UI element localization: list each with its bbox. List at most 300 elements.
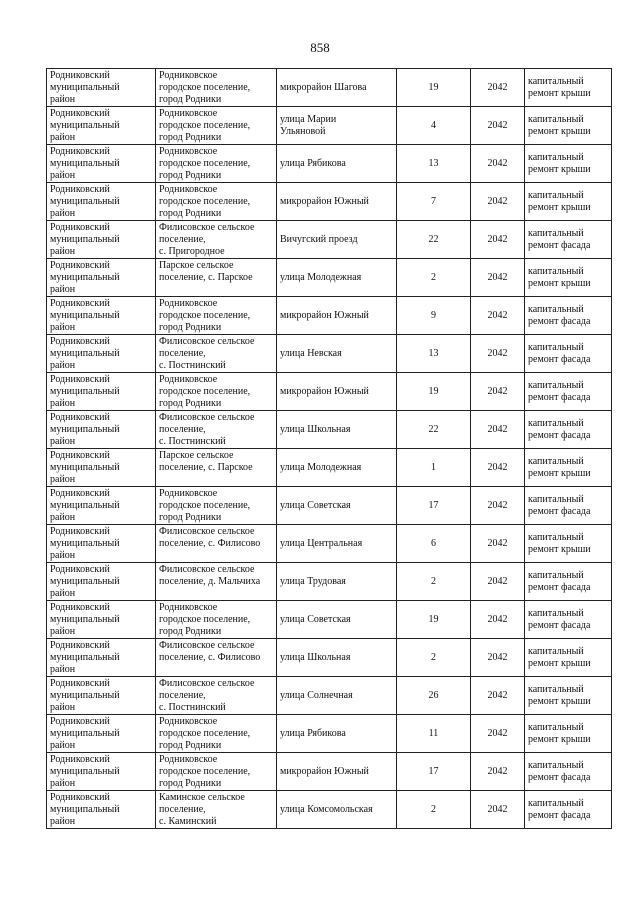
work-type-cell [525, 753, 612, 791]
settlement-line: Родниковское [159, 488, 218, 499]
district-line: Родниковский [50, 602, 110, 613]
year-cell: 2042 [471, 69, 525, 107]
house-number-cell: 19 [397, 601, 471, 639]
settlement-cell [156, 715, 277, 753]
year-cell: 2042 [471, 107, 525, 145]
district-line: муниципальный [50, 576, 120, 587]
work-line: капитальный [528, 494, 584, 505]
settlement-line: городское поселение, [159, 728, 251, 739]
district-line: Родниковский [50, 716, 110, 727]
work-line: капитальный [528, 304, 584, 315]
settlement-line: Родниковское [159, 298, 218, 309]
work-line: капитальный [528, 646, 584, 657]
district-line: муниципальный [50, 462, 120, 473]
settlement-line: город Родники [159, 626, 222, 637]
district-line: Родниковский [50, 412, 110, 423]
district-line: муниципальный [50, 766, 120, 777]
settlement-line: городское поселение, [159, 766, 251, 777]
street-line: Вичугский проезд [280, 234, 358, 245]
work-type-cell [525, 145, 612, 183]
year-cell: 2042 [471, 753, 525, 791]
street-cell [277, 69, 397, 107]
district-line: муниципальный [50, 310, 120, 321]
page-number: 858 [310, 40, 330, 55]
district-cell [47, 563, 156, 601]
work-line: капитальный [528, 532, 584, 543]
street-cell [277, 563, 397, 601]
year-cell: 2042 [471, 677, 525, 715]
settlement-line: город Родники [159, 208, 222, 219]
district-line: муниципальный [50, 690, 120, 701]
table-row [47, 715, 612, 753]
settlement-line: поселение, с. Филисово [159, 652, 261, 663]
settlement-line: Родниковское [159, 602, 218, 613]
year-cell: 2042 [471, 411, 525, 449]
work-line: ремонт фасада [528, 810, 591, 821]
district-cell [47, 715, 156, 753]
district-line: муниципальный [50, 234, 120, 245]
street-line: микрорайон Южный [280, 386, 369, 397]
settlement-line: городское поселение, [159, 310, 251, 321]
settlement-cell [156, 145, 277, 183]
street-cell [277, 601, 397, 639]
work-line: капитальный [528, 380, 584, 391]
settlement-line: Родниковское [159, 108, 218, 119]
table-row [47, 601, 612, 639]
housing-repair-table [46, 68, 612, 829]
table-row [47, 183, 612, 221]
district-cell [47, 145, 156, 183]
district-line: район [50, 322, 76, 333]
house-number-cell: 13 [397, 145, 471, 183]
district-line: район [50, 246, 76, 257]
district-line: муниципальный [50, 158, 120, 169]
district-line: муниципальный [50, 386, 120, 397]
district-line: муниципальный [50, 614, 120, 625]
district-line: район [50, 588, 76, 599]
street-cell [277, 221, 397, 259]
table-row [47, 753, 612, 791]
settlement-line: городское поселение, [159, 82, 251, 93]
settlement-cell [156, 449, 277, 487]
work-line: капитальный [528, 722, 584, 733]
district-cell [47, 411, 156, 449]
year-cell: 2042 [471, 297, 525, 335]
work-line: капитальный [528, 228, 584, 239]
settlement-line: Филисовское сельское [159, 526, 255, 537]
district-line: Родниковский [50, 184, 110, 195]
work-line: ремонт фасада [528, 392, 591, 403]
work-line: ремонт крыши [528, 658, 591, 669]
settlement-line: поселение, [159, 234, 206, 245]
work-line: ремонт крыши [528, 126, 591, 137]
district-line: Родниковский [50, 298, 110, 309]
district-line: Родниковский [50, 146, 110, 157]
settlement-line: город Родники [159, 322, 222, 333]
settlement-line: с. Постнинский [159, 360, 226, 371]
street-line: улица Советская [280, 500, 351, 511]
district-line: муниципальный [50, 424, 120, 435]
street-cell [277, 525, 397, 563]
district-cell [47, 335, 156, 373]
district-line: район [50, 816, 76, 827]
street-line: улица Молодежная [280, 272, 362, 283]
district-line: район [50, 398, 76, 409]
work-type-cell [525, 183, 612, 221]
year-cell: 2042 [471, 487, 525, 525]
house-number-cell: 22 [397, 411, 471, 449]
work-line: капитальный [528, 760, 584, 771]
settlement-line: городское поселение, [159, 196, 251, 207]
work-line: ремонт крыши [528, 734, 591, 745]
year-cell: 2042 [471, 563, 525, 601]
settlement-line: городское поселение, [159, 158, 251, 169]
settlement-line: поселение, с. Парское [159, 462, 253, 473]
settlement-line: город Родники [159, 740, 222, 751]
year-cell: 2042 [471, 525, 525, 563]
settlement-line: город Родники [159, 94, 222, 105]
house-number-cell: 6 [397, 525, 471, 563]
street-line: улица Комсомольская [280, 804, 373, 815]
work-type-cell [525, 411, 612, 449]
settlement-line: Родниковское [159, 146, 218, 157]
settlement-line: Филисовское сельское [159, 678, 255, 689]
district-line: муниципальный [50, 120, 120, 131]
street-line: улица Рябикова [280, 158, 346, 169]
table-row [47, 487, 612, 525]
table-row [47, 677, 612, 715]
work-line: ремонт крыши [528, 202, 591, 213]
settlement-line: поселение, [159, 348, 206, 359]
district-line: район [50, 512, 76, 523]
district-line: муниципальный [50, 652, 120, 663]
district-line: муниципальный [50, 196, 120, 207]
settlement-cell [156, 753, 277, 791]
year-cell: 2042 [471, 715, 525, 753]
settlement-line: Родниковское [159, 184, 218, 195]
house-number-cell: 1 [397, 449, 471, 487]
settlement-line: Каминское сельское [159, 792, 245, 803]
street-line: улица Советская [280, 614, 351, 625]
year-cell: 2042 [471, 791, 525, 829]
settlement-line: поселение, [159, 690, 206, 701]
settlement-line: поселение, д. Мальчиха [159, 576, 261, 587]
settlement-line: поселение, [159, 424, 206, 435]
settlement-line: Родниковское [159, 716, 218, 727]
district-line: район [50, 550, 76, 561]
settlement-line: поселение, с. Филисово [159, 538, 261, 549]
street-cell [277, 373, 397, 411]
work-line: ремонт крыши [528, 88, 591, 99]
year-cell: 2042 [471, 183, 525, 221]
settlement-cell [156, 411, 277, 449]
table-row [47, 373, 612, 411]
work-line: ремонт фасада [528, 316, 591, 327]
work-type-cell [525, 107, 612, 145]
settlement-line: город Родники [159, 398, 222, 409]
settlement-cell [156, 183, 277, 221]
work-type-cell [525, 487, 612, 525]
district-line: район [50, 208, 76, 219]
work-line: капитальный [528, 190, 584, 201]
street-line: улица Школьная [280, 424, 351, 435]
table-row [47, 563, 612, 601]
street-line: улица Рябикова [280, 728, 346, 739]
settlement-line: город Родники [159, 512, 222, 523]
street-cell [277, 335, 397, 373]
settlement-line: Родниковское [159, 70, 218, 81]
settlement-line: поселение, с. Парское [159, 272, 253, 283]
district-line: муниципальный [50, 500, 120, 511]
work-type-cell [525, 677, 612, 715]
settlement-cell [156, 69, 277, 107]
settlement-line: городское поселение, [159, 500, 251, 511]
table-row [47, 449, 612, 487]
work-type-cell [525, 335, 612, 373]
table-row [47, 791, 612, 829]
work-line: капитальный [528, 570, 584, 581]
settlement-line: с. Каминский [159, 816, 217, 827]
district-line: район [50, 664, 76, 675]
work-line: ремонт крыши [528, 544, 591, 555]
table-row [47, 297, 612, 335]
settlement-line: Филисовское сельское [159, 412, 255, 423]
settlement-line: Филисовское сельское [159, 222, 255, 233]
street-line: улица Школьная [280, 652, 351, 663]
district-line: район [50, 702, 76, 713]
settlement-cell [156, 525, 277, 563]
table-row [47, 221, 612, 259]
street-line: улица Невская [280, 348, 342, 359]
district-cell [47, 297, 156, 335]
house-number-cell: 7 [397, 183, 471, 221]
settlement-cell [156, 335, 277, 373]
street-line: улица Центральная [280, 538, 363, 549]
street-cell [277, 753, 397, 791]
street-cell [277, 145, 397, 183]
house-number-cell: 2 [397, 639, 471, 677]
settlement-cell [156, 639, 277, 677]
district-line: Родниковский [50, 564, 110, 575]
settlement-cell [156, 601, 277, 639]
work-line: капитальный [528, 152, 584, 163]
work-type-cell [525, 449, 612, 487]
settlement-line: городское поселение, [159, 386, 251, 397]
table-row [47, 411, 612, 449]
street-cell [277, 639, 397, 677]
district-line: Родниковский [50, 222, 110, 233]
house-number-cell: 2 [397, 563, 471, 601]
settlement-cell [156, 297, 277, 335]
street-cell [277, 411, 397, 449]
street-cell [277, 715, 397, 753]
district-line: Родниковский [50, 260, 110, 271]
district-cell [47, 373, 156, 411]
street-line: Ульяновой [280, 126, 326, 137]
settlement-line: с. Постнинский [159, 436, 226, 447]
settlement-line: Филисовское сельское [159, 640, 255, 651]
district-line: муниципальный [50, 728, 120, 739]
work-line: ремонт фасада [528, 620, 591, 631]
district-cell [47, 221, 156, 259]
work-line: ремонт фасада [528, 354, 591, 365]
street-line: улица Трудовая [280, 576, 346, 587]
house-number-cell: 9 [397, 297, 471, 335]
work-line: капитальный [528, 76, 584, 87]
district-line: Родниковский [50, 450, 110, 461]
district-line: муниципальный [50, 348, 120, 359]
work-line: капитальный [528, 114, 584, 125]
work-type-cell [525, 297, 612, 335]
house-number-cell: 2 [397, 259, 471, 297]
work-type-cell [525, 221, 612, 259]
street-cell [277, 297, 397, 335]
district-line: Родниковский [50, 70, 110, 81]
work-line: капитальный [528, 418, 584, 429]
street-cell [277, 259, 397, 297]
table-row [47, 107, 612, 145]
house-number-cell: 19 [397, 373, 471, 411]
work-type-cell [525, 715, 612, 753]
district-cell [47, 259, 156, 297]
settlement-line: город Родники [159, 778, 222, 789]
table-row [47, 639, 612, 677]
settlement-cell [156, 677, 277, 715]
house-number-cell: 13 [397, 335, 471, 373]
settlement-line: Родниковское [159, 754, 218, 765]
district-cell [47, 753, 156, 791]
work-line: ремонт фасада [528, 430, 591, 441]
district-cell [47, 639, 156, 677]
street-line: микрорайон Южный [280, 766, 369, 777]
district-line: район [50, 170, 76, 181]
street-cell [277, 107, 397, 145]
settlement-line: Филисовское сельское [159, 564, 255, 575]
district-cell [47, 601, 156, 639]
district-line: район [50, 778, 76, 789]
year-cell: 2042 [471, 601, 525, 639]
street-line: микрорайон Шагова [280, 82, 367, 93]
district-cell [47, 677, 156, 715]
work-type-cell [525, 259, 612, 297]
street-line: микрорайон Южный [280, 196, 369, 207]
work-line: капитальный [528, 456, 584, 467]
settlement-line: Филисовское сельское [159, 336, 255, 347]
street-line: улица Солнечная [280, 690, 353, 701]
district-line: район [50, 436, 76, 447]
district-cell [47, 487, 156, 525]
settlement-line: Родниковское [159, 374, 218, 385]
district-cell [47, 525, 156, 563]
work-line: ремонт фасада [528, 772, 591, 783]
settlement-line: с. Постнинский [159, 702, 226, 713]
district-cell [47, 449, 156, 487]
district-cell [47, 183, 156, 221]
district-line: Родниковский [50, 640, 110, 651]
district-line: Родниковский [50, 678, 110, 689]
settlement-cell [156, 373, 277, 411]
district-line: муниципальный [50, 804, 120, 815]
work-type-cell [525, 601, 612, 639]
work-type-cell [525, 69, 612, 107]
work-line: капитальный [528, 342, 584, 353]
street-line: улица Молодежная [280, 462, 362, 473]
settlement-cell [156, 487, 277, 525]
work-line: ремонт фасада [528, 240, 591, 251]
work-type-cell [525, 373, 612, 411]
work-line: ремонт фасада [528, 582, 591, 593]
settlement-cell [156, 107, 277, 145]
district-line: район [50, 132, 76, 143]
street-cell [277, 183, 397, 221]
settlement-line: Парское сельское [159, 450, 234, 461]
district-line: Родниковский [50, 754, 110, 765]
table-body [47, 69, 612, 829]
district-line: муниципальный [50, 272, 120, 283]
street-cell [277, 791, 397, 829]
table-row [47, 335, 612, 373]
settlement-line: город Родники [159, 132, 222, 143]
table-row [47, 69, 612, 107]
year-cell: 2042 [471, 145, 525, 183]
year-cell: 2042 [471, 639, 525, 677]
settlement-line: Парское сельское [159, 260, 234, 271]
district-line: район [50, 626, 76, 637]
settlement-line: городское поселение, [159, 120, 251, 131]
house-number-cell: 26 [397, 677, 471, 715]
district-line: район [50, 284, 76, 295]
settlement-cell [156, 791, 277, 829]
district-line: Родниковский [50, 488, 110, 499]
district-line: Родниковский [50, 374, 110, 385]
street-line: микрорайон Южный [280, 310, 369, 321]
year-cell: 2042 [471, 221, 525, 259]
work-type-cell [525, 525, 612, 563]
settlement-cell [156, 259, 277, 297]
street-cell [277, 449, 397, 487]
house-number-cell: 19 [397, 69, 471, 107]
year-cell: 2042 [471, 449, 525, 487]
work-line: ремонт крыши [528, 696, 591, 707]
work-line: ремонт крыши [528, 468, 591, 479]
work-type-cell [525, 639, 612, 677]
work-line: капитальный [528, 684, 584, 695]
district-line: район [50, 474, 76, 485]
district-line: Родниковский [50, 336, 110, 347]
year-cell: 2042 [471, 259, 525, 297]
table-row [47, 525, 612, 563]
district-line: муниципальный [50, 538, 120, 549]
table-row [47, 145, 612, 183]
work-line: капитальный [528, 798, 584, 809]
house-number-cell: 17 [397, 487, 471, 525]
work-line: капитальный [528, 266, 584, 277]
settlement-line: с. Пригородное [159, 246, 225, 257]
work-type-cell [525, 563, 612, 601]
work-line: капитальный [528, 608, 584, 619]
settlement-line: поселение, [159, 804, 206, 815]
house-number-cell: 2 [397, 791, 471, 829]
street-line: улица Марии [280, 114, 337, 125]
district-line: Родниковский [50, 108, 110, 119]
year-cell: 2042 [471, 335, 525, 373]
street-cell [277, 487, 397, 525]
house-number-cell: 22 [397, 221, 471, 259]
house-number-cell: 4 [397, 107, 471, 145]
house-number-cell: 11 [397, 715, 471, 753]
work-type-cell [525, 791, 612, 829]
district-line: Родниковский [50, 526, 110, 537]
